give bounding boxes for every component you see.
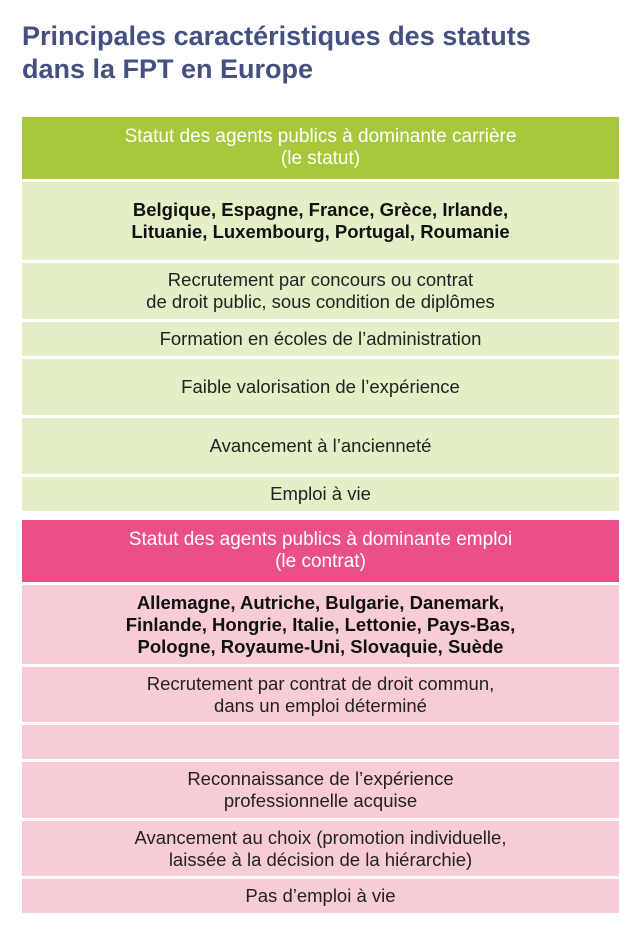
career-employment — [22, 477, 619, 511]
career-employment-text: Emploi à vie — [270, 483, 371, 504]
employment-promotion-line-2: laissée à la décision de la hiérarchie) — [168, 848, 473, 870]
career-recruitment — [22, 263, 619, 319]
employment-experience-line-2: professionnelle acquise — [223, 790, 418, 811]
career-training — [22, 322, 619, 356]
page-title — [22, 20, 632, 86]
career-recruitment-line-2: de droit public, sous condition de diplômes — [146, 291, 495, 312]
employment-no-job-for-life-text: Pas d’emploi à vie — [245, 885, 396, 906]
career-header-line-2: (le statut) — [280, 148, 361, 169]
career-experience — [22, 359, 619, 415]
career-promotion-text: Avancement à l’ancienneté — [209, 435, 432, 456]
career-countries — [22, 182, 619, 260]
title-line-2: dans la FPT en Europe — [22, 54, 314, 84]
employment-status-header — [22, 520, 619, 582]
career-countries-line-1: Belgique, Espagne, France, Grèce, Irlande, — [132, 199, 509, 220]
employment-countries-line-3: Pologne, Royaume-Uni, Slovaquie, Suède — [137, 635, 504, 657]
employment-recruitment — [22, 667, 619, 722]
employment-header-line-1: Statut des agents publics à dominante emploi — [128, 529, 513, 550]
career-header-line-1: Statut des agents publics à dominante carrière — [124, 126, 517, 147]
title-line-1: Principales caractéristiques des statuts — [22, 21, 531, 51]
employment-status-table — [22, 520, 619, 913]
career-recruitment-line-1: Recrutement par concours ou contrat — [167, 269, 474, 290]
employment-countries-line-1: Allemagne, Autriche, Bulgarie, Danemark, — [136, 591, 505, 613]
employment-recruitment-line-1: Recrutement par contrat de droit commun, — [146, 672, 495, 694]
employment-countries-line-2: Finlande, Hongrie, Italie, Lettonie, Pays-Bas, — [125, 613, 516, 635]
career-training-text: Formation en écoles de l’administration — [159, 328, 482, 349]
employment-experience-line-1: Reconnaissance de l’expérience — [187, 768, 454, 789]
employment-promotion — [22, 821, 619, 876]
employment-training — [22, 725, 619, 759]
career-status-table — [22, 117, 619, 511]
career-promotion — [22, 418, 619, 474]
career-experience-text: Faible valorisation de l’expérience — [181, 376, 460, 397]
employment-countries — [22, 585, 619, 664]
employment-header-line-2: (le contrat) — [275, 551, 366, 572]
employment-recruitment-line-2: dans un emploi déterminé — [214, 694, 427, 716]
career-countries-line-2: Lituanie, Luxembourg, Portugal, Roumanie — [131, 221, 510, 242]
employment-promotion-line-1: Avancement au choix (promotion individuelle, — [134, 826, 507, 848]
career-status-header — [22, 117, 619, 179]
employment-no-job-for-life — [22, 879, 619, 913]
employment-experience — [22, 762, 619, 818]
